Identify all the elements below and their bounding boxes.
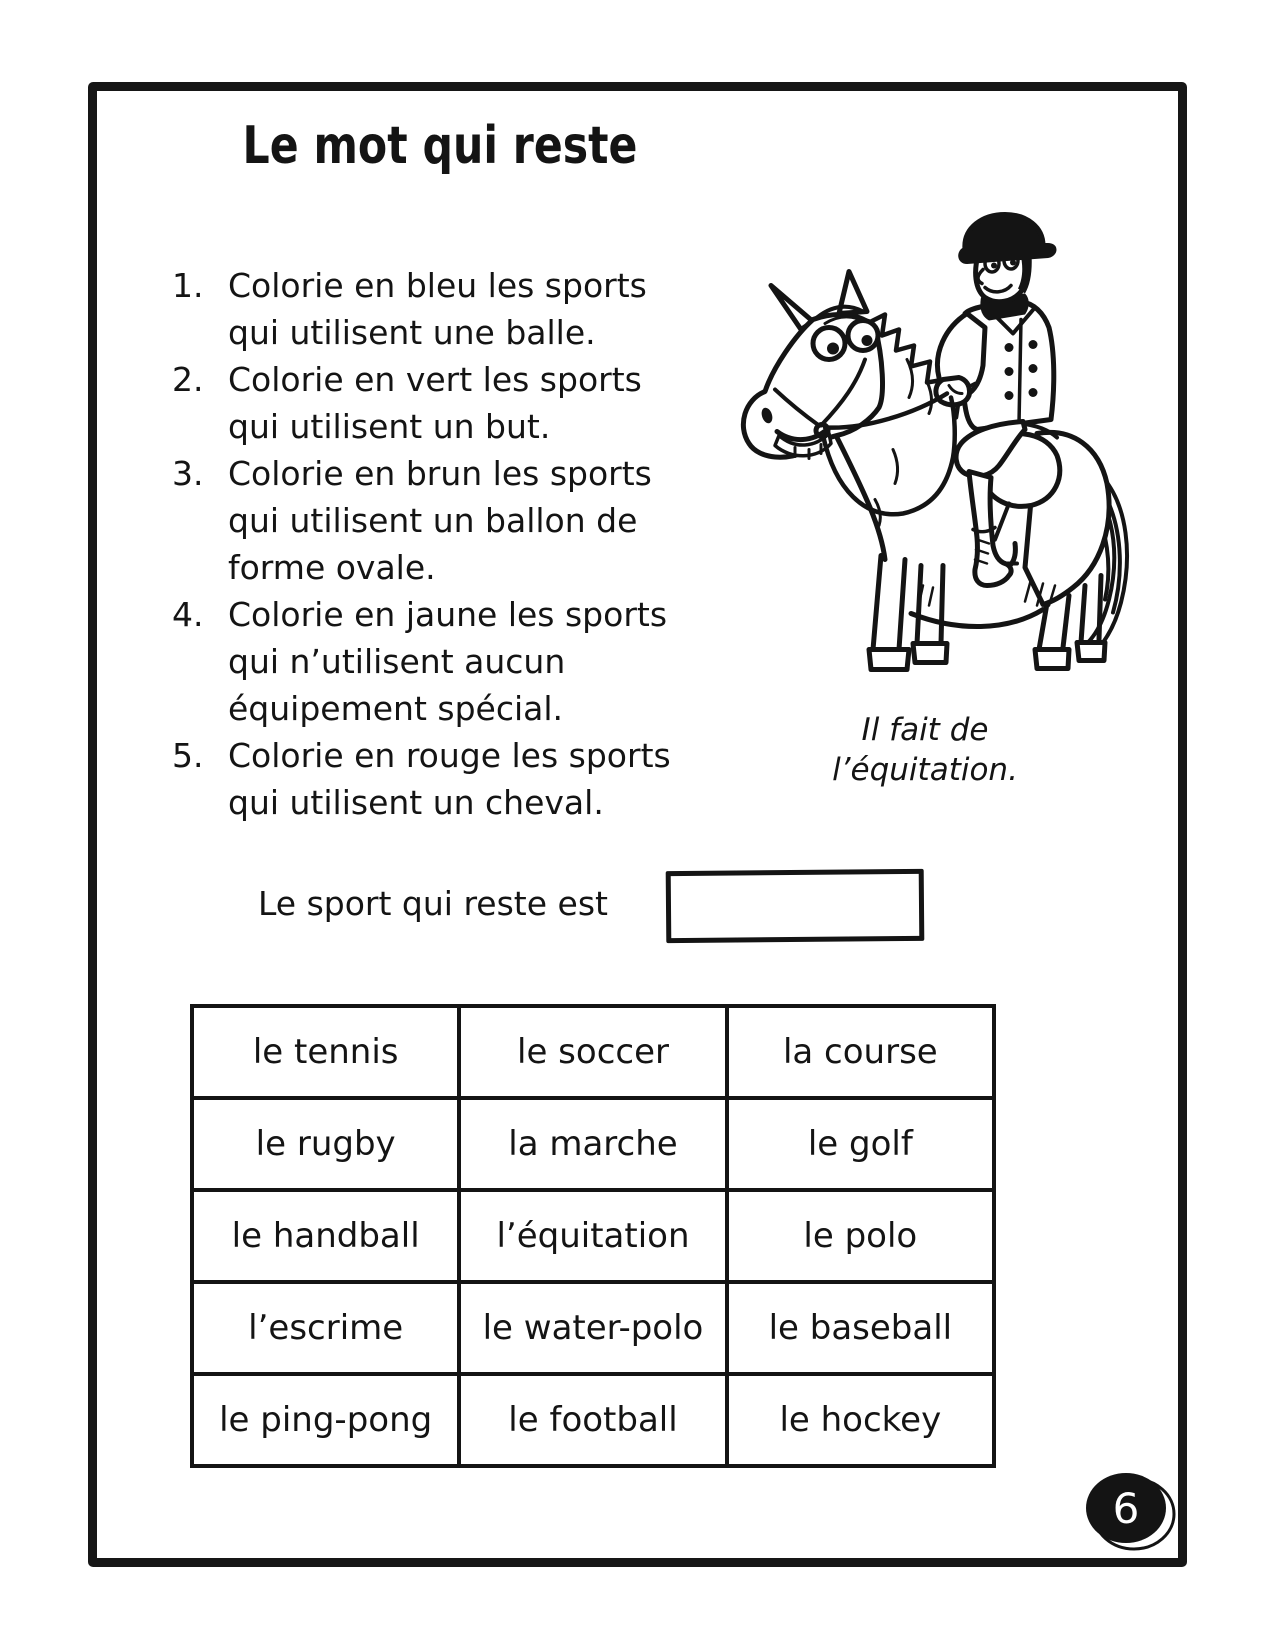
- instruction-number: 2.: [172, 360, 204, 399]
- word-cell: le tennis: [194, 1008, 457, 1096]
- stirrup-strap: [995, 504, 1009, 540]
- instruction-item-3: [172, 450, 671, 591]
- word-cell: le polo: [729, 1192, 992, 1280]
- instruction-item-2: [172, 356, 671, 450]
- sports-word-table: [190, 1004, 996, 1468]
- word-cell: la marche: [461, 1100, 724, 1188]
- instruction-number: 1.: [172, 266, 204, 305]
- word-cell: le water-polo: [461, 1284, 724, 1372]
- instruction-text: Colorie en brun les sports qui utilisent un ballon de forme ovale.: [228, 454, 652, 587]
- instruction-text: Colorie en vert les sports qui utilisent un but.: [228, 360, 642, 446]
- word-cell: le rugby: [194, 1100, 457, 1188]
- word-cell: le soccer: [461, 1008, 724, 1096]
- instruction-text: Colorie en jaune les sports qui n’utilisent aucun équipement spécial.: [228, 595, 668, 728]
- instruction-text: Colorie en bleu les sports qui utilisent une balle.: [228, 266, 647, 352]
- horse-front-legs: [869, 556, 947, 670]
- answer-input-box[interactable]: [666, 869, 925, 943]
- word-cell: l’escrime: [194, 1284, 457, 1372]
- horse-belly: [911, 610, 1043, 627]
- word-cell: le golf: [729, 1100, 992, 1188]
- answer-prompt-label: Le sport qui reste est: [258, 884, 608, 923]
- page-number-badge: [1078, 1466, 1182, 1558]
- word-cell: le handball: [194, 1192, 457, 1280]
- word-cell: le football: [461, 1376, 724, 1464]
- riding-helmet-icon: [961, 215, 1054, 262]
- illustration-caption: Il fait de l’équitation.: [832, 712, 1018, 788]
- word-cell: l’équitation: [461, 1192, 724, 1280]
- instruction-item-5: [172, 732, 671, 826]
- instruction-number: 4.: [172, 595, 204, 634]
- horse-rider-illustration: [725, 185, 1135, 680]
- horse-chest: [837, 438, 885, 560]
- instruction-list: [172, 262, 671, 826]
- instruction-text: Colorie en rouge les sports qui utilisent un cheval.: [228, 736, 671, 822]
- page-title: Le mot qui reste: [242, 116, 638, 176]
- instruction-item-1: [172, 262, 671, 356]
- word-cell: le ping-pong: [194, 1376, 457, 1464]
- instruction-item-4: [172, 591, 671, 732]
- instruction-number: 3.: [172, 454, 204, 493]
- instruction-number: 5.: [172, 736, 204, 775]
- horse-head: [743, 272, 882, 459]
- page-number: 6: [1112, 1484, 1140, 1533]
- word-cell: le baseball: [729, 1284, 992, 1372]
- word-cell: la course: [729, 1008, 992, 1096]
- word-cell: le hockey: [729, 1376, 992, 1464]
